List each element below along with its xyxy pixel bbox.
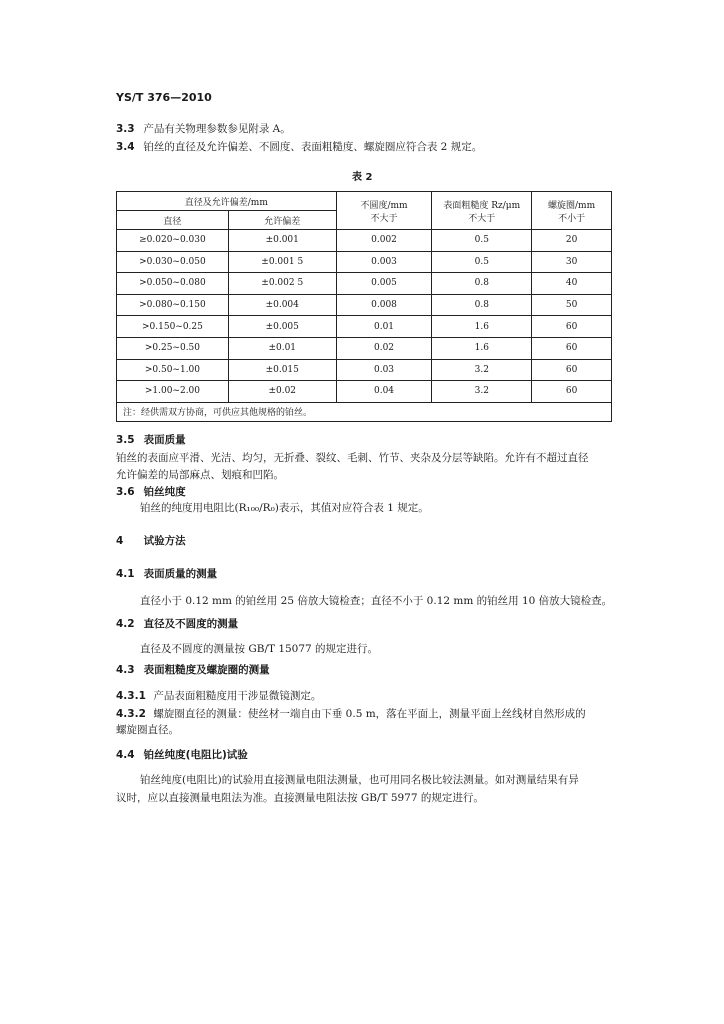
cell-tolerance: ±0.02 [228,381,336,403]
cell-roundness: 0.04 [336,381,432,403]
cell-diameter: >0.080~0.150 [117,294,229,316]
cell-spiral: 30 [532,251,612,273]
clause-4-1-text: 直径小于 0.12 mm 的铂丝用 25 倍放大镜检查；直径不小于 0.12 mm 的铂丝用 10 倍放大镜检查。 [140,595,613,607]
cell-spiral: 20 [532,230,612,252]
clause-text: 螺旋圈直径的测量：使丝材一端自由下垂 0.5 m，落在平面上，测量平面上丝线材自然形成的 [153,708,586,720]
header-roughness-title: 表面粗糙度 Rz/μm [443,200,521,211]
table-row [117,230,612,252]
clause-text: 产品有关物理参数参见附录 A。 [143,123,291,135]
clause-number: 3.5 [116,434,135,446]
cell-roughness: 0.5 [432,251,532,273]
section-title: 试验方法 [143,535,186,547]
cell-spiral: 60 [532,337,612,359]
cell-diameter: >0.030~0.050 [117,251,229,273]
cell-diameter: >0.050~0.080 [117,273,229,295]
clause-3-3 [116,122,291,137]
cell-tolerance: ±0.005 [228,316,336,338]
clause-number: 4.2 [116,618,135,630]
clause-4-1-heading [116,566,217,581]
cell-spiral: 50 [532,294,612,316]
cell-roundness: 0.03 [336,359,432,381]
cell-diameter: >0.50~1.00 [117,359,229,381]
header-spiral-limit: 不小于 [558,213,586,224]
document-header: YS/T 376—2010 [116,91,212,104]
cell-roughness: 0.8 [432,273,532,295]
clause-text: 产品表面粗糙度用干涉显微镜测定。 [153,690,322,702]
section-4-heading [116,533,186,548]
clause-number: 4.4 [116,749,135,761]
header-spiral [532,192,612,230]
table-note: 注：经供需双方协商，可供应其他规格的铂丝。 [117,402,612,421]
cell-tolerance: ±0.001 5 [228,251,336,273]
clause-3-5-line-2: 允许偏差的局部麻点、划痕和凹陷。 [116,469,284,481]
cell-roundness: 0.01 [336,316,432,338]
cell-tolerance: ±0.01 [228,337,336,359]
clause-number: 4.3.1 [116,690,146,702]
table-row [117,316,612,338]
cell-tolerance: ±0.015 [228,359,336,381]
cell-tolerance: ±0.004 [228,294,336,316]
cell-roundness: 0.005 [336,273,432,295]
cell-roundness: 0.003 [336,251,432,273]
table-caption: 表 2 [352,172,373,183]
table-2 [116,191,612,422]
cell-roughness: 0.5 [432,230,532,252]
clause-title: 直径及不圆度的测量 [143,618,239,630]
clause-3-5-heading [116,432,186,447]
clause-3-6-heading [116,484,186,499]
header-group-diameter: 直径及允许偏差/mm [117,192,337,211]
clause-4-3-heading [116,662,270,677]
cell-tolerance: ±0.001 [228,230,336,252]
table-row [117,381,612,403]
clause-4-3-1 [116,689,321,704]
table-row [117,337,612,359]
header-roundness [336,192,432,230]
cell-roundness: 0.02 [336,337,432,359]
table-row [117,359,612,381]
clause-3-5-line-1: 铂丝的表面应平滑、光洁、均匀，无折叠、裂纹、毛刺、竹节、夹杂及分层等缺陷。允许有不超过直径 [116,452,589,464]
table-header-row [117,192,612,211]
clause-4-4-line-1: 铂丝纯度(电阻比)的试验用直接测量电阻法测量，也可用同名极比较法测量。如对测量结果有异 [140,774,579,786]
cell-diameter: ≥0.020~0.030 [117,230,229,252]
cell-spiral: 60 [532,359,612,381]
clause-number: 4.1 [116,568,135,580]
clause-number: 3.3 [116,123,135,135]
cell-tolerance: ±0.002 5 [228,273,336,295]
clause-title: 铂丝纯度 [143,486,186,498]
clause-4-3-2 [116,707,586,722]
cell-roundness: 0.008 [336,294,432,316]
cell-spiral: 40 [532,273,612,295]
clause-text: 铂丝的直径及允许偏差、不圆度、表面粗糙度、螺旋圈应符合表 2 规定。 [143,141,483,153]
cell-diameter: >0.25~0.50 [117,337,229,359]
header-roughness [432,192,532,230]
table-row [117,294,612,316]
clause-3-6-text: 铂丝的纯度用电阻比(R₁₀₀/R₀)表示，其值对应符合表 1 规定。 [140,502,429,514]
clause-4-4-heading [116,747,248,762]
clause-number: 3.4 [116,141,135,153]
cell-spiral: 60 [532,381,612,403]
clause-number: 4.3.2 [116,708,146,720]
cell-roundness: 0.002 [336,230,432,252]
header-spiral-title: 螺旋圈/mm [548,200,596,211]
table-row [117,273,612,295]
cell-roughness: 1.6 [432,337,532,359]
clause-title: 铂丝纯度(电阻比)试验 [143,749,248,761]
clause-4-3-2-line-2: 螺旋圈直径。 [116,724,179,736]
cell-roughness: 3.2 [432,359,532,381]
clause-4-2-heading [116,616,238,631]
cell-roughness: 3.2 [432,381,532,403]
table-note-row [117,402,612,421]
cell-diameter: >0.150~0.25 [117,316,229,338]
clause-4-4-line-2: 议时，应以直接测量电阻法为准。直接测量电阻法按 GB/T 5977 的规定进行。 [116,792,484,804]
clause-number: 4.3 [116,664,135,676]
header-diameter: 直径 [117,211,229,230]
cell-spiral: 60 [532,316,612,338]
section-number: 4 [116,535,124,547]
cell-roughness: 0.8 [432,294,532,316]
header-tolerance: 允许偏差 [228,211,336,230]
clause-title: 表面质量 [143,434,186,446]
clause-4-2-text: 直径及不圆度的测量按 GB/T 15077 的规定进行。 [140,643,379,655]
header-roundness-title: 不圆度/mm [360,200,408,211]
clause-3-4 [116,140,482,155]
table-row [117,251,612,273]
clause-title: 表面粗糙度及螺旋圈的测量 [143,664,270,676]
cell-roughness: 1.6 [432,316,532,338]
clause-title: 表面质量的测量 [143,568,218,580]
clause-number: 3.6 [116,486,135,498]
header-roundness-limit: 不大于 [370,213,398,224]
cell-diameter: >1.00~2.00 [117,381,229,403]
header-roughness-limit: 不大于 [468,213,496,224]
